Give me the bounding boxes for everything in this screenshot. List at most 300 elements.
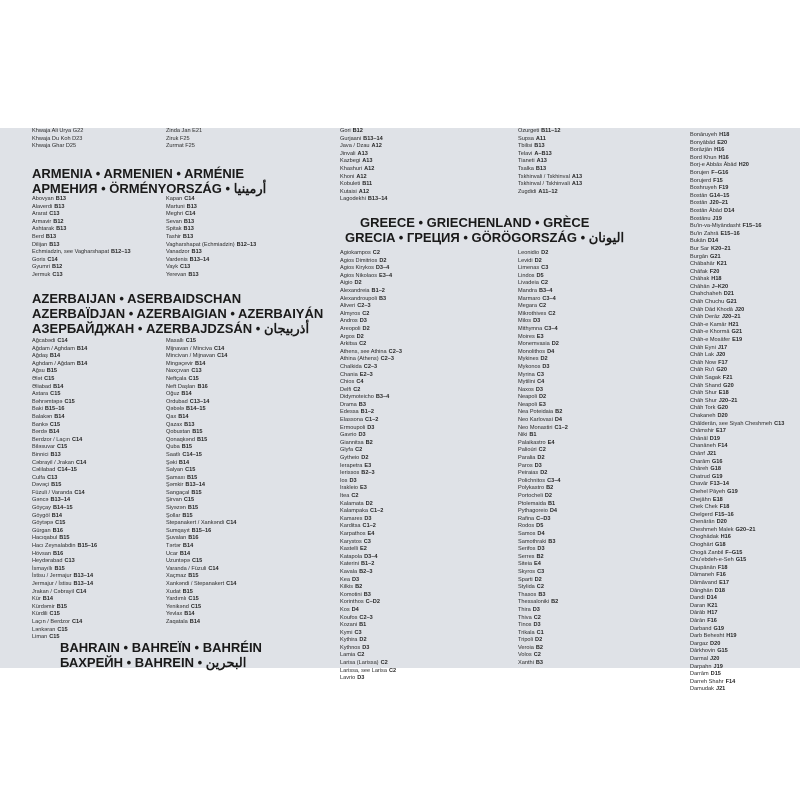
index-entry: [340, 166, 387, 174]
index-entry: [340, 539, 402, 547]
index-entry: [32, 604, 97, 612]
place-name: Neo Monastiri: [518, 424, 553, 431]
grid-ref: B11: [362, 181, 373, 188]
index-entry: [340, 478, 402, 486]
grid-ref: F13–14: [710, 481, 730, 488]
grid-ref: J21: [706, 450, 717, 457]
place-name: Ashtarak: [32, 226, 55, 233]
index-entry: [32, 414, 97, 422]
place-name: Tərtər: [166, 543, 181, 550]
index-entry: [518, 349, 568, 357]
grid-ref: C14: [208, 565, 219, 572]
index-entry: [518, 273, 568, 281]
place-name: Chenārān: [690, 519, 715, 526]
grid-ref: E17: [719, 580, 730, 587]
place-name: Əliabad: [32, 383, 52, 390]
index-entry: [32, 272, 131, 280]
georgia-col-2: [518, 128, 582, 196]
index-entry: [340, 675, 402, 683]
place-name: Abovyan: [32, 196, 54, 202]
grid-ref: C15: [49, 634, 60, 641]
index-entry: [690, 633, 784, 641]
index-entry: [340, 508, 402, 516]
index-entry: [166, 475, 236, 483]
grid-ref: E20: [717, 139, 728, 146]
place-name: Ağdam / Aghdam: [32, 345, 75, 352]
index-entry: [518, 402, 568, 410]
index-entry: [690, 140, 784, 148]
place-name: Berdzor / Laçın: [32, 436, 70, 443]
index-entry: [690, 276, 784, 284]
index-entry: [32, 619, 97, 627]
place-name: Andros: [340, 318, 358, 325]
grid-ref: B14–15: [52, 505, 73, 512]
grid-ref: C13: [47, 474, 58, 481]
index-entry: [690, 284, 784, 292]
place-name: Lagodekhi: [340, 196, 366, 203]
grid-ref: D4: [549, 508, 558, 515]
place-name: Boshruyeh: [690, 185, 717, 192]
place-name: Paros: [518, 462, 533, 469]
greece-col-2: [518, 250, 568, 668]
grid-ref: G20: [716, 367, 727, 374]
place-name: Karystos: [340, 538, 362, 545]
place-name: Arkitsa: [340, 341, 358, 348]
grid-ref: B13: [182, 233, 194, 240]
place-name: Quba: [166, 444, 180, 451]
index-entry: Khwaja Ali Urya G22: [32, 128, 84, 134]
place-name: Palaikastro: [518, 439, 546, 446]
grid-ref: C15: [64, 398, 75, 405]
place-name: Java / Dzau: [340, 143, 370, 150]
armenia-col-2: [166, 196, 256, 280]
index-entry: [340, 455, 402, 463]
grid-ref: C3: [354, 629, 362, 636]
index-entry: [340, 158, 387, 166]
place-name: Füzuli / Varanda: [32, 489, 73, 496]
index-entry: [340, 128, 387, 136]
index-entry: [32, 528, 97, 536]
grid-ref: A13: [571, 173, 583, 180]
grid-ref: B13: [56, 226, 67, 233]
grid-ref: D4: [351, 606, 359, 613]
grid-ref: D3: [532, 606, 540, 613]
place-name: Göytəpə: [32, 520, 54, 527]
place-name: Dāmāvand: [690, 580, 718, 587]
grid-ref: C15: [185, 338, 196, 344]
grid-ref: C15: [49, 421, 61, 428]
index-entry: [340, 181, 387, 189]
grid-ref: B15: [187, 505, 199, 512]
place-name: Chāhān: [690, 283, 710, 290]
grid-ref: D2: [356, 333, 364, 340]
place-name: Polichnitos: [518, 477, 546, 484]
grid-ref: A12: [371, 143, 382, 150]
grid-ref: C15: [190, 603, 202, 610]
grid-ref: G20: [723, 382, 734, 389]
grid-ref: C2–3: [357, 303, 371, 310]
place-name: Ucar: [166, 550, 178, 557]
place-name: Sangaçal: [166, 489, 190, 496]
grid-ref: H16: [718, 154, 729, 161]
index-entry: [166, 272, 256, 280]
grid-ref: B2–3: [359, 568, 373, 575]
place-name: Dəvəçi: [32, 482, 50, 489]
grid-ref: B15–16: [77, 543, 98, 550]
place-name: Cəbrayil / Jrakan: [32, 459, 74, 466]
grid-ref: D4: [537, 530, 545, 537]
place-name: Gyumri: [32, 264, 51, 271]
grid-ref: C3: [537, 568, 545, 575]
index-entry: [518, 326, 568, 334]
index-entry: [518, 432, 568, 440]
grid-ref: C15: [57, 626, 68, 633]
index-entry: [166, 338, 236, 346]
index-entry: [32, 399, 97, 407]
place-name: Laçın / Berdzor: [32, 618, 70, 625]
grid-ref: J19: [712, 215, 722, 222]
place-name: Martuni: [166, 203, 185, 210]
index-entry: [690, 246, 784, 254]
place-name: Chios: [340, 379, 355, 386]
index-entry: [518, 660, 568, 668]
place-name: Kozani: [340, 622, 358, 629]
index-entry: [690, 451, 784, 459]
place-name: Jermuk: [32, 271, 51, 278]
grid-ref: D14: [724, 207, 735, 214]
grid-ref: B14: [53, 383, 64, 390]
grid-ref: C14: [226, 520, 237, 527]
index-entry: [340, 258, 402, 266]
index-entry: [340, 561, 402, 569]
grid-ref: B15: [181, 444, 192, 451]
grid-ref: D2: [544, 493, 553, 499]
grid-ref: C13: [64, 558, 75, 565]
index-entry: [518, 166, 582, 174]
grid-ref: H17: [707, 610, 718, 617]
grid-ref: B12: [352, 128, 363, 134]
index-entry: [32, 551, 97, 559]
grid-ref: B14: [48, 429, 60, 436]
index-entry: [518, 531, 568, 539]
index-entry: [166, 482, 236, 490]
index-entry: [690, 443, 784, 451]
index-entry: [518, 356, 568, 364]
place-name: Chakaneh: [690, 412, 716, 419]
index-entry: [690, 436, 784, 444]
grid-ref: F20: [709, 268, 720, 275]
index-entry: [340, 531, 402, 539]
index-entry: [340, 660, 402, 668]
grid-ref: B15: [182, 588, 193, 595]
index-entry: [32, 204, 131, 212]
place-name: Kea: [340, 576, 350, 583]
index-entry: [340, 409, 402, 417]
index-entry: [32, 406, 97, 414]
grid-ref: B14: [51, 512, 62, 519]
grid-ref: E4: [367, 530, 375, 537]
place-name: Oğuz: [166, 391, 180, 398]
grid-ref: G16: [711, 458, 723, 465]
index-entry: [32, 460, 97, 468]
grid-ref: A13: [362, 158, 373, 165]
grid-ref: H18: [711, 276, 722, 283]
index-entry: [518, 250, 568, 258]
place-name: Lənkəran: [32, 626, 56, 633]
grid-ref: C–D3: [536, 515, 551, 522]
grid-ref: B13–14: [73, 581, 94, 587]
grid-ref: C15: [188, 596, 199, 603]
place-name: Kürdəmir: [32, 603, 55, 610]
place-name: Tianeti: [518, 158, 535, 165]
index-entry: [690, 421, 784, 429]
index-entry: [166, 452, 236, 460]
index-entry: [340, 387, 402, 395]
index-entry: [518, 364, 568, 372]
place-name: Edessa: [340, 409, 359, 416]
grid-ref: E3–4: [379, 272, 393, 279]
place-name: Moires: [518, 333, 535, 340]
place-name: Chāh Sagak: [690, 375, 721, 381]
place-name: Komotini: [340, 591, 362, 598]
index-entry: [166, 490, 236, 498]
grid-ref: C1–2: [370, 508, 384, 515]
index-entry: [690, 185, 784, 193]
place-name: Agios Nikolaos: [340, 272, 377, 279]
index-entry: [690, 413, 784, 421]
index-entry: [340, 364, 402, 372]
grid-ref: C15: [57, 444, 68, 451]
place-name: Rodos: [518, 523, 535, 530]
grid-ref: D4: [554, 417, 562, 424]
index-entry: [32, 361, 97, 369]
place-name: Bərdə: [32, 429, 47, 436]
place-name: Thessaloniki: [518, 599, 550, 606]
grid-ref: C2: [351, 493, 359, 499]
place-name: Chupānān: [690, 564, 716, 571]
place-name: Kutaisi: [340, 188, 357, 195]
place-name: Şamaxı: [166, 474, 185, 481]
index-entry: [690, 603, 784, 611]
index-entry: [166, 353, 236, 361]
index-entry: [518, 258, 568, 266]
place-name: İstisu / Jermajur: [32, 573, 72, 580]
grid-ref: G19: [727, 488, 738, 495]
place-name: Almyros: [340, 310, 361, 317]
grid-ref: F14: [717, 443, 728, 450]
place-name: Charām: [690, 458, 710, 465]
grid-ref: G14–15: [709, 192, 730, 199]
index-entry: [166, 611, 236, 619]
index-entry: [340, 349, 402, 357]
grid-ref: B13–14: [73, 573, 94, 580]
place-name: Kymi: [340, 629, 353, 636]
grid-ref: D3: [351, 576, 360, 583]
place-name: Mithymna: [518, 325, 543, 332]
grid-ref: C1–2: [365, 417, 379, 424]
grid-ref: D2: [361, 455, 369, 462]
index-entry: [166, 460, 236, 468]
grid-ref: K21: [716, 261, 727, 268]
place-name: Chāreh: [690, 466, 709, 473]
index-entry: [518, 143, 582, 151]
grid-ref: B13: [183, 226, 194, 233]
index-entry: [166, 211, 256, 219]
grid-ref: C3: [541, 265, 549, 272]
index-entry: [166, 264, 256, 272]
place-name: Chāh Ru'i: [690, 367, 715, 374]
place-name: Goris: [32, 256, 46, 263]
place-name: Cəlilabad: [32, 467, 56, 474]
place-name: Milos: [518, 318, 532, 325]
place-name: Astara: [32, 391, 49, 398]
place-name: Tripoli: [518, 637, 534, 644]
index-entry: [518, 645, 568, 653]
index-entry: [32, 338, 97, 346]
index-entry: [518, 630, 568, 638]
grid-ref: D2: [540, 470, 548, 477]
place-name: Chania: [340, 371, 358, 378]
grid-ref: E17: [715, 428, 726, 435]
place-name: Agios Kirykos: [340, 265, 374, 272]
place-name: Liman: [32, 634, 48, 641]
place-name: Neo Karlovasi: [518, 417, 553, 424]
place-name: Thiva: [518, 614, 532, 621]
grid-ref: B15: [56, 603, 67, 610]
greece-col-1: [340, 250, 402, 683]
place-name: Nea Poteidaia: [518, 409, 554, 416]
grid-ref: C14–15: [57, 467, 77, 474]
grid-ref: C2–3: [388, 348, 403, 355]
place-name: Göygöl: [32, 512, 50, 519]
index-entry: [166, 249, 256, 257]
index-entry: [518, 615, 568, 623]
place-name: Serres: [518, 553, 535, 560]
index-entry: [340, 356, 402, 364]
greece-heading-1: GREECE • GRIECHENLAND • GRÈCE: [360, 215, 590, 230]
grid-ref: F15–16: [714, 511, 734, 518]
index-entry: [518, 174, 582, 182]
armenia-heading-2: АРМЕНИЯ • ÖRMÉNYORSZÁG • أرمينيا: [32, 181, 267, 196]
place-name: Tsalka: [518, 165, 534, 172]
index-entry: [340, 288, 402, 296]
place-name: Darreh Shahr: [690, 678, 724, 685]
place-name: Bankə: [32, 421, 48, 428]
place-name: Bostān Ābād: [690, 207, 723, 214]
index-entry: [340, 569, 402, 577]
index-entry: [166, 566, 236, 574]
grid-ref: D21: [723, 291, 734, 298]
place-name: Echmiadzin, see Vagharshapat: [32, 249, 110, 256]
place-name: Delfi: [340, 386, 352, 393]
index-entry: [340, 668, 402, 676]
grid-ref: C13: [774, 420, 785, 427]
place-name: Kamares: [340, 515, 363, 522]
grid-ref: B15–16: [44, 406, 65, 413]
index-entry: [518, 584, 568, 592]
place-name: Bur Sar: [690, 245, 709, 252]
index-entry: [32, 543, 97, 551]
grid-ref: J20: [734, 306, 745, 313]
index-entry: [166, 596, 236, 604]
index-entry: [166, 219, 256, 227]
index-entry: [518, 546, 568, 554]
grid-ref: B13: [55, 196, 67, 202]
index-entry: [690, 519, 784, 527]
index-entry: [32, 219, 131, 227]
grid-ref: B14: [179, 550, 191, 557]
place-name: Chavār: [690, 481, 709, 488]
index-entry: [32, 368, 97, 376]
grid-ref: B13–14: [189, 256, 210, 263]
index-entry: [32, 242, 131, 250]
index-entry: [690, 269, 784, 277]
place-name: Limenas: [518, 265, 540, 272]
grid-ref: B1: [359, 622, 367, 629]
place-name: Dāmaneh: [690, 572, 715, 579]
index-entry: [690, 132, 784, 140]
index-entry: [690, 170, 784, 178]
place-name: Alexandreia: [340, 287, 370, 294]
index-entry: [690, 580, 784, 588]
place-name: Glyfa: [340, 447, 354, 454]
grid-ref: B15: [54, 565, 65, 572]
index-entry: [340, 311, 402, 319]
place-name: Chāhak: [690, 276, 710, 283]
grid-ref: B13: [54, 203, 65, 210]
armenia-col-1: [32, 196, 131, 280]
place-name: Borujerd: [690, 177, 712, 184]
place-name: Alaverdi: [32, 203, 53, 210]
place-name: Mandra: [518, 287, 537, 294]
place-name: Xanthi: [518, 660, 534, 667]
place-name: Chek Chek: [690, 504, 718, 511]
grid-ref: F–G15: [725, 549, 743, 556]
place-name: Lindos: [518, 272, 535, 279]
index-entry: [518, 417, 568, 425]
index-entry: [166, 589, 236, 597]
place-name: Naxçıvan: [166, 368, 190, 375]
place-name: Neft Daşları: [166, 383, 196, 390]
place-name: Aliveri: [340, 303, 356, 310]
place-name: Mytilini: [518, 379, 536, 386]
place-name: Neftçala: [166, 375, 187, 382]
grid-ref: D3: [362, 644, 370, 651]
place-name: Paralia: [518, 455, 536, 462]
grid-ref: B14: [54, 413, 65, 420]
index-entry: [518, 493, 568, 501]
grid-ref: C3: [536, 371, 544, 378]
place-name: Şuvalan: [166, 535, 187, 542]
index-entry: [340, 394, 402, 402]
grid-ref: B3–4: [375, 394, 390, 401]
index-entry: [518, 447, 568, 455]
grid-ref: B15: [188, 573, 199, 580]
index-entry: [166, 520, 236, 528]
place-name: Leonidio: [518, 250, 540, 256]
grid-ref: B3: [535, 660, 544, 667]
index-entry: [166, 257, 256, 265]
index-entry: [32, 627, 97, 635]
index-entry: [690, 390, 784, 398]
index-entry: [518, 265, 568, 273]
index-entry: [340, 622, 402, 630]
place-name: Didymoteicho: [340, 394, 374, 401]
index-entry: [518, 136, 582, 144]
grid-ref: B3: [538, 591, 546, 598]
index-entry: [518, 379, 568, 387]
index-entry: [690, 489, 784, 497]
